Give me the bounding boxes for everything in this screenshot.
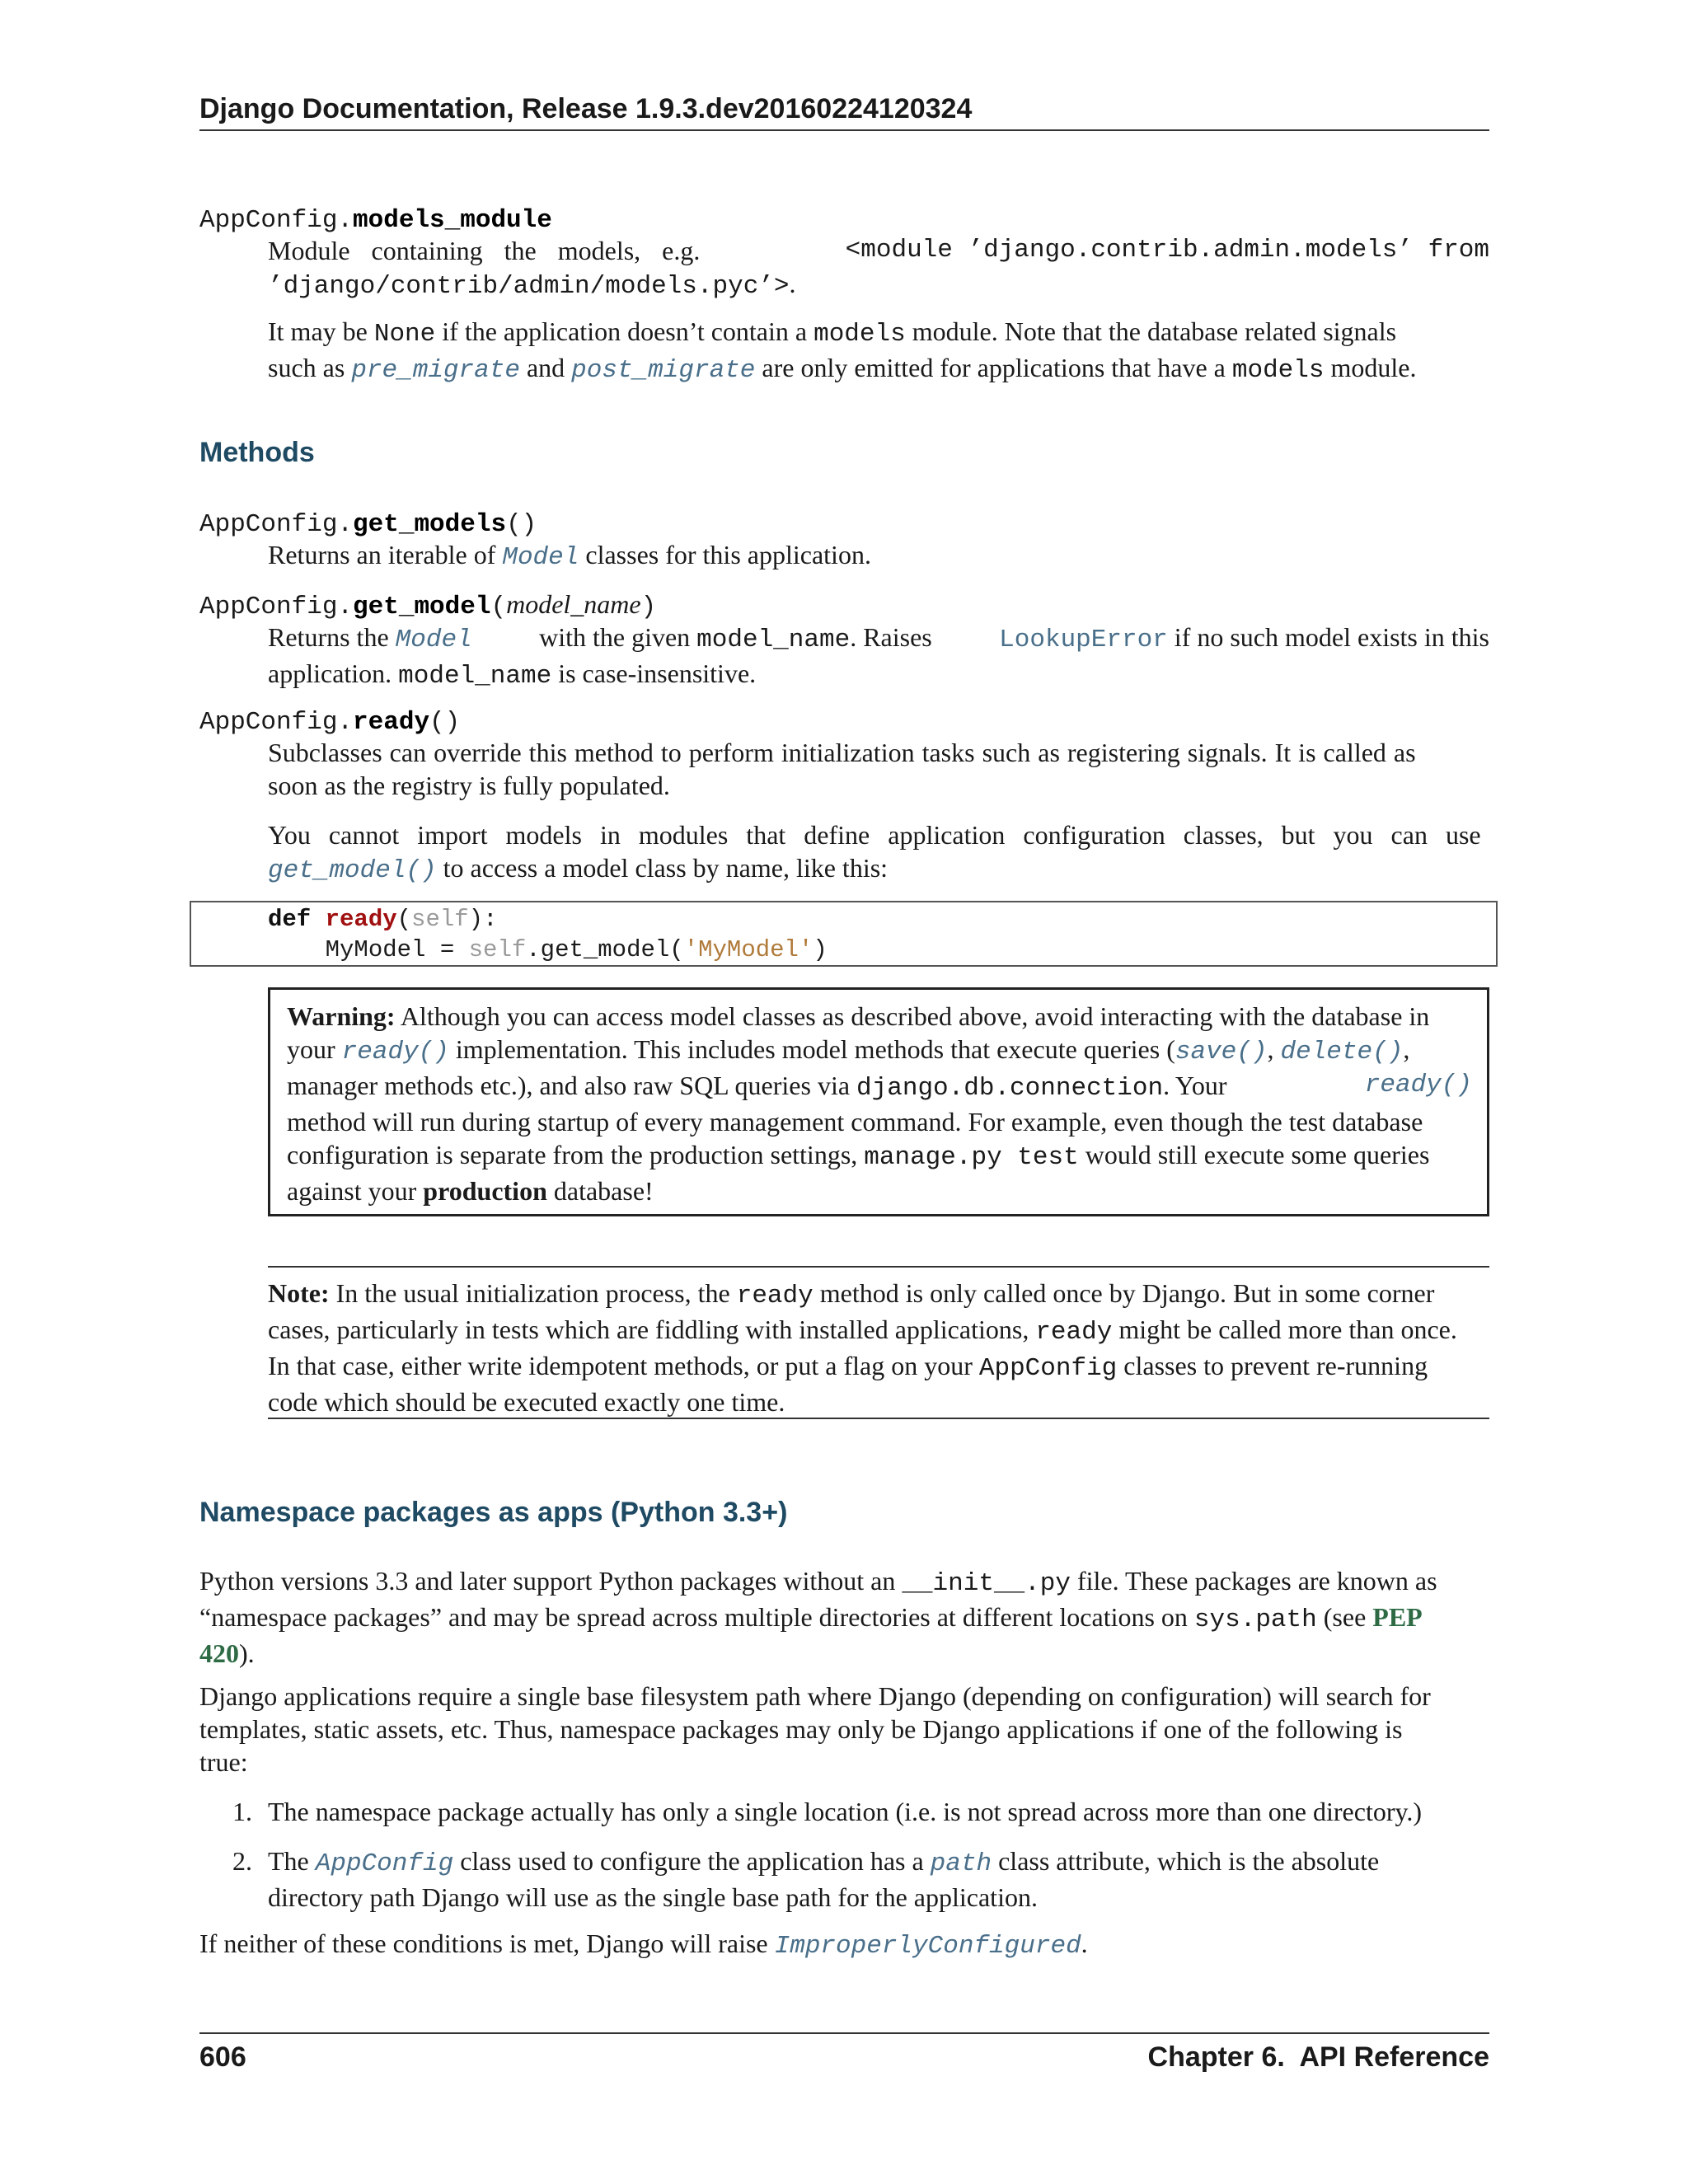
header-rule [199,129,1489,131]
text-run: models [1231,356,1325,385]
text-run: AppConfig. [199,206,354,235]
text-run: ) [640,593,657,621]
note-bottom-rule [268,1418,1489,1419]
text-run: 2. [232,1846,252,1876]
text-run: your [287,1034,342,1064]
text-run: model_name [398,662,552,691]
get-model-signature [199,588,656,624]
text-run: if no such model exists in this [1167,622,1489,652]
text-run: In the usual initialization process, the [329,1278,737,1308]
text-run: () [429,708,461,737]
get-models-signature [199,505,537,541]
text-run: would still execute some queries [1078,1140,1430,1169]
text-run: Python versions 3.3 and later support Python packages without an [199,1566,903,1596]
text-run: ( [490,593,507,621]
text-run: Although you can access model classes as described above, avoid interacting with the database in [395,1001,1430,1031]
delete-link[interactable]: delete() [1280,1038,1404,1066]
text-run: soon as the registry is fully populated. [268,771,670,800]
text-run: configuration is separate from the production settings, [287,1140,865,1169]
text-run: code which should be executed exactly one time. [268,1387,785,1417]
code-block [190,901,1498,967]
text-run: method will run during startup of every management command. For example, even though the test database [287,1107,1423,1137]
text-run: class attribute, which is the absolute [992,1846,1380,1876]
get-model-desc [268,621,1489,693]
text-run: () [506,510,537,539]
note-top-rule [268,1266,1489,1268]
text-run: ready [1035,1318,1113,1347]
ready-desc [268,736,1489,802]
appconfig-link[interactable]: AppConfig [315,1849,454,1878]
text-run: None [373,320,436,349]
text-run: The namespace package actually has only a single location (i.e. is not spread across more than one directory.) [268,1797,1423,1826]
text-run: 'MyModel' [683,936,814,963]
text-run: AppConfig. [199,708,354,737]
warning-text [287,1000,1472,1207]
save-link[interactable]: save() [1175,1038,1268,1066]
text-run: You cannot import models in modules that define application configuration classes, but you can use [268,820,1481,850]
ready-link[interactable]: ready() [1364,1071,1472,1099]
text-run: directory path Django will use as the single base path for the application. [268,1882,1038,1912]
text-run: The [268,1846,316,1876]
text-run: def [268,906,312,933]
text-run: model_name [696,626,851,654]
text-run: Note: [268,1278,330,1308]
text-run: “namespace packages” and may be spread across multiple directories at different locations on [199,1602,1194,1632]
text-run: MyModel = [268,936,469,963]
footer-rule [199,2032,1489,2034]
text-run: such as [268,353,352,382]
text-run: sys.path [1193,1605,1317,1634]
text-run: . [789,269,796,298]
list-item [232,1844,1489,1914]
text-run: Returns the [268,622,396,652]
text-run: manager methods etc.), and also raw SQL queries via [287,1071,857,1100]
text-run: models_module [353,206,552,235]
code-line-2 [268,935,828,966]
namespace-p3 [199,1927,1489,1963]
text-run: get_model [353,593,491,621]
pre-migrate-link[interactable]: pre_migrate [351,356,520,385]
pep-link[interactable]: PEP [1372,1602,1423,1632]
text-run: to access a model class by name, like this: [436,853,889,883]
text-run: ready [325,906,397,933]
text-run: ready [736,1282,814,1310]
text-run: is case-insensitive. [551,658,757,688]
text-run: true: [199,1747,248,1777]
text-run: . [1081,1929,1088,1958]
ready-signature [199,703,460,739]
text-run: AppConfig. [199,510,354,539]
namespace-list [232,1795,1489,1914]
text-run: 1. [232,1797,252,1826]
text-run: database! [546,1176,654,1206]
namespace-heading: Namespace packages as apps (Python 3.3+) [199,1497,788,1528]
text-run: cases, particularly in tests which are fiddling with installed applications, [268,1315,1036,1344]
text-run: production [423,1176,547,1206]
text-run: ) [813,936,828,963]
text-run: In that case, either write idempotent methods, or put a flag on your [268,1351,979,1380]
text-run: If neither of these conditions is met, Django will raise [199,1929,775,1958]
page-number: 606 [199,2041,246,2073]
models-module-note [268,315,1489,387]
text-run: manage.py test [864,1143,1079,1172]
text-run: <module ’django.contrib.admin.models’ from [845,236,1489,265]
get-model-link[interactable]: get_model() [268,856,437,885]
text-run: are only emitted for applications that have a [755,353,1232,382]
text-run: get_models [353,510,507,539]
text-run: Subclasses can override this method to perform initialization tasks such as registering signals. It is called as [268,738,1416,767]
models-module-desc [268,234,1489,303]
text-run: __init__.py [902,1569,1071,1598]
text-run: templates, static assets, etc. Thus, namespace packages may only be Django applications if one of the following is [199,1714,1403,1744]
text-run: .get_model( [526,936,684,963]
text-run: implementation. This includes model methods that execute queries ( [448,1034,1175,1064]
pep-420-link[interactable]: 420 [199,1638,239,1668]
text-run: might be called more than once. [1112,1315,1457,1344]
code-line-1 [268,904,497,935]
text-run: ( [396,906,412,933]
text-run: (see [1316,1602,1373,1632]
text-run: application. [268,658,399,688]
text-run: ). [239,1638,255,1668]
text-run: . Your [1163,1071,1227,1100]
text-run: Module containing the models, e.g. [268,236,701,265]
methods-heading: Methods [199,437,315,468]
text-run: class used to configure the application has a [453,1846,931,1876]
doc-title: Django Documentation, Release 1.9.3.dev20160224120324 [199,93,973,124]
text-run: self [468,936,527,963]
namespace-p1 [199,1564,1489,1670]
path-link[interactable]: path [930,1849,992,1878]
lookuperror-link[interactable]: LookupError [999,626,1168,654]
text-run: It may be [268,316,374,346]
text-run: if the application doesn’t contain a [435,316,814,346]
chapter-title: Chapter 6. API Reference [1147,2041,1489,2073]
get-models-desc [268,538,1489,574]
text-run: , [1403,1034,1410,1064]
text-run: module. [1324,353,1417,382]
namespace-p2 [199,1680,1489,1779]
text-run: , [1267,1034,1281,1064]
ready-link[interactable]: ready() [341,1038,449,1066]
text-run: method is only called once by Django. But in some corner [813,1278,1435,1308]
text-run: ready [353,708,430,737]
ready-desc-2 [268,818,1489,888]
model-link[interactable]: Model [395,626,472,654]
models-module-signature [199,201,552,237]
note-text [268,1277,1489,1418]
warning-box [268,987,1489,1216]
text-run: ): [468,906,498,933]
text-run: model_name [506,589,641,619]
text-run: with the given [539,622,697,652]
text-run: module. Note that the database related signals [905,316,1397,346]
text-run: against your [287,1176,424,1206]
text-run: . Raises [850,622,932,652]
model-link[interactable]: Model [502,543,579,572]
page-header [199,92,1489,125]
text-run: django.db.connection [856,1074,1164,1103]
text-run: self [411,906,469,933]
text-run: classes for this application. [579,540,871,569]
improperlyconfigured-link[interactable]: ImproperlyConfigured [774,1932,1081,1961]
text-run: classes to prevent re-running [1117,1351,1428,1380]
text-run: Returns an iterable of [268,540,503,569]
text-run: and [519,353,572,382]
text-run: Django applications require a single base filesystem path where Django (depending on configuration) will search for [199,1681,1431,1711]
list-item [232,1795,1489,1828]
post-migrate-link[interactable]: post_migrate [571,356,756,385]
text-run: models [814,320,906,349]
text-run: AppConfig [978,1354,1118,1383]
text-run: ’django/contrib/admin/models.pyc’> [268,272,790,301]
text-run: file. These packages are known as [1070,1566,1437,1596]
text-run: AppConfig. [199,593,354,621]
text-run: Warning: [287,1001,396,1031]
